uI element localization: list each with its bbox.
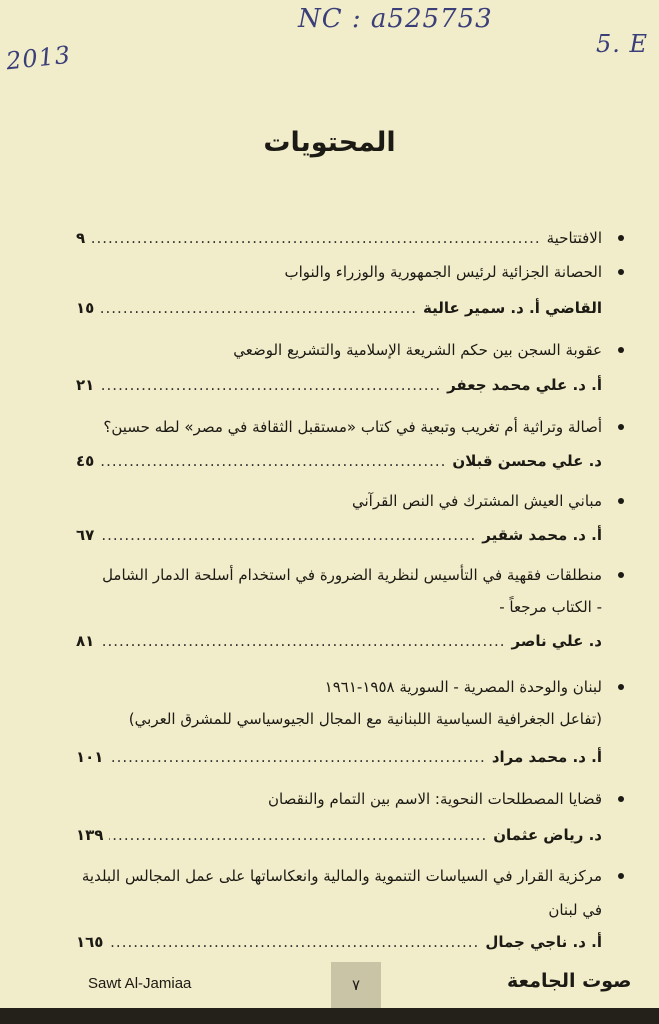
leader-dots bbox=[100, 375, 441, 395]
toc-entry-subtitle: - الكتاب مرجعاً - bbox=[499, 598, 602, 616]
handwritten-shelf-mark: 5. E bbox=[596, 30, 649, 58]
toc-entry bbox=[76, 565, 624, 677]
toc-entry-title: أصالة وتراثية أم تغريب وتبعية في كتاب «مستقبل الثقافة في مصر» لطه حسين؟ bbox=[103, 418, 602, 436]
bullet-icon bbox=[618, 347, 624, 353]
toc-entry-subtitle: في لبنان bbox=[548, 901, 602, 919]
toc-page-number: ٤٥ bbox=[76, 452, 95, 470]
toc-entry-title: لبنان والوحدة المصرية - السورية ١٩٥٨-١٩٦١ bbox=[324, 678, 602, 696]
toc-page-number: ١٥ bbox=[76, 299, 95, 317]
toc-entry-title: الحصانة الجزائية لرئيس الجمهورية والوزراء والنواب bbox=[284, 263, 602, 281]
toc-entry bbox=[76, 677, 624, 789]
leader-dots bbox=[100, 451, 446, 471]
toc-entry bbox=[76, 866, 624, 976]
toc-entry bbox=[76, 228, 624, 262]
toc-page-number: ٩ bbox=[76, 229, 86, 247]
bullet-icon bbox=[618, 684, 624, 690]
toc-page-number: ١٣٩ bbox=[76, 826, 104, 844]
bullet-icon bbox=[618, 269, 624, 275]
leader-dots bbox=[109, 932, 479, 952]
toc-entry-title: الافتتاحية bbox=[546, 229, 602, 247]
page-number-box: ٧ bbox=[331, 962, 381, 1008]
toc-entry-subtitle: (تفاعل الجغرافية السياسية اللبنانية مع المجال الجيوسياسي للمشرق العربي) bbox=[128, 710, 602, 728]
toc-entry-author: القاضي أ. د. سمير عالية bbox=[423, 299, 602, 317]
leader-dots bbox=[109, 825, 487, 845]
page-title: المحتويات bbox=[263, 127, 396, 158]
leader-dots bbox=[100, 298, 417, 318]
toc-entry bbox=[76, 340, 624, 417]
toc-entry-author: د. علي محسن قبلان bbox=[452, 452, 602, 470]
toc-page-number: ٢١ bbox=[76, 376, 95, 394]
bullet-icon bbox=[618, 235, 624, 241]
toc-entry-author: أ. د. ناجي جمال bbox=[485, 933, 602, 951]
toc-entry-author: د. علي ناصر bbox=[511, 632, 602, 650]
toc-page-number: ٨١ bbox=[76, 632, 95, 650]
toc-entry bbox=[76, 491, 624, 565]
toc-page-number: ١٠١ bbox=[76, 748, 104, 766]
handwritten-year: 2013 bbox=[4, 40, 73, 76]
toc-entry-author: د. رياض عثمان bbox=[493, 826, 602, 844]
bullet-icon bbox=[618, 796, 624, 802]
table-of-contents bbox=[76, 228, 624, 976]
journal-logo: صوت الجامعة bbox=[507, 970, 632, 992]
toc-entry-author: أ. د. علي محمد جعفر bbox=[447, 376, 602, 394]
toc-entry bbox=[76, 262, 624, 340]
bullet-icon bbox=[618, 572, 624, 578]
leader-dots bbox=[109, 747, 485, 767]
handwritten-catalog-number: NC : a525753 bbox=[298, 4, 493, 34]
leader-dots bbox=[91, 228, 540, 248]
toc-page-number: ١٦٥ bbox=[76, 933, 104, 951]
toc-entry bbox=[76, 789, 624, 866]
toc-entry-title: منطلقات فقهية في التأسيس لنظرية الضرورة في استخدام أسلحة الدمار الشامل bbox=[102, 566, 602, 584]
toc-entry-author: أ. د. محمد شقير bbox=[482, 526, 602, 544]
leader-dots bbox=[100, 631, 505, 651]
toc-entry-author: أ. د. محمد مراد bbox=[491, 748, 602, 766]
bullet-icon bbox=[618, 498, 624, 504]
toc-entry-title: مباني العيش المشترك في النص القرآني bbox=[352, 492, 602, 510]
bullet-icon bbox=[618, 424, 624, 430]
leader-dots bbox=[100, 525, 476, 545]
page-edge bbox=[0, 1008, 659, 1024]
toc-page-number: ٦٧ bbox=[76, 526, 95, 544]
journal-name-latin: Sawt Al-Jamiaa bbox=[88, 975, 192, 992]
toc-entry-title: مركزية القرار في السياسات التنموية والمالية وانعكاساتها على عمل المجالس البلدية bbox=[81, 867, 602, 885]
toc-entry-title: عقوبة السجن بين حكم الشريعة الإسلامية والتشريع الوضعي bbox=[233, 341, 602, 359]
toc-entry-title: قضايا المصطلحات النحوية: الاسم بين التمام والنقصان bbox=[267, 790, 602, 808]
bullet-icon bbox=[618, 873, 624, 879]
toc-entry bbox=[76, 417, 624, 491]
